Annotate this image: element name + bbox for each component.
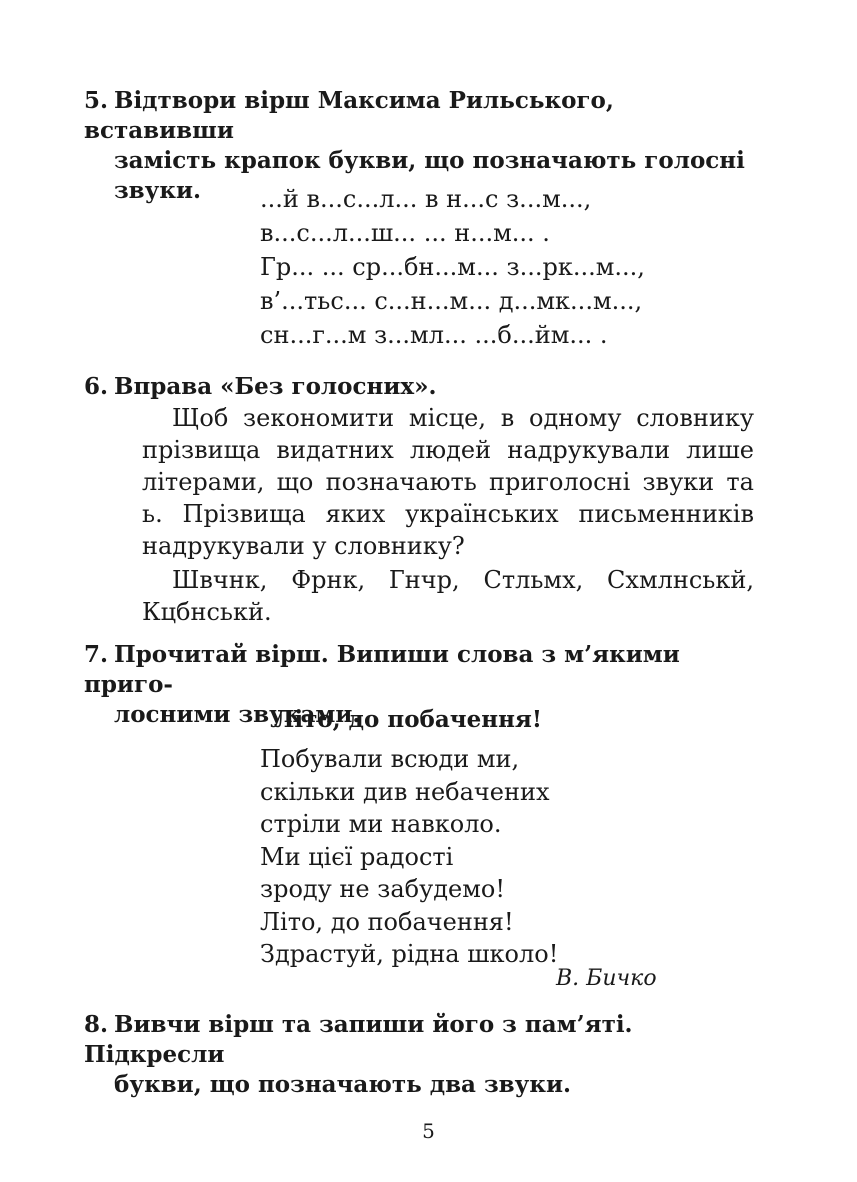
task-7-poem — [260, 743, 558, 971]
task-8-line-1: Вивчи вірш та запиши його з пам’яті. Підкресли — [84, 1011, 633, 1068]
task-6-title — [84, 372, 754, 402]
poem-line: Здрастуй, рідна школо! — [260, 940, 559, 968]
task-7-line-2: лосними звуками. — [114, 701, 361, 728]
task-5-poem — [260, 182, 645, 352]
poem-author: В. Бичко — [556, 966, 657, 991]
poem-line: в’...тьс... с...н...м... д...мк...м..., — [260, 287, 643, 315]
poem-line: Ми цієї радості — [260, 842, 454, 871]
poem-line: Побували всюди ми, — [260, 745, 520, 773]
poem-line: скільки див небачених — [260, 777, 550, 806]
task-8-instruction — [84, 1010, 754, 1100]
poem-title: Літо, до побачення! — [274, 706, 543, 733]
poem-line: сн...г...м з...мл... ...б...йм... . — [260, 321, 608, 349]
task-7-number: 7. — [84, 641, 109, 668]
task-8-number: 8. — [84, 1011, 109, 1038]
task-5-line-1: Відтвори вірш Максима Рильського, вставивши — [84, 87, 614, 144]
task-5-line-2: замість крапок букви, що позначають голосні — [114, 147, 745, 174]
task-6-number: 6. — [84, 373, 109, 400]
page-number: 5 — [422, 1119, 435, 1143]
task-6-title-text: Вправа «Без голосних». — [114, 373, 437, 400]
task-5-number: 5. — [84, 87, 109, 114]
task-6-names: Швчнк, Фрнк, Гнчр, Стльмх, Схмлнськй, Кцбнськй. — [142, 566, 754, 626]
poem-line: ...й в...с...л... в н...с з...м..., — [260, 185, 592, 213]
poem-line: Літо, до побачення! — [260, 907, 514, 936]
poem-line: в...с...л...ш... ... н...м... . — [260, 219, 550, 247]
task-8-line-2: букви, що позначають два звуки. — [114, 1071, 572, 1098]
task-5-line-3: звуки. — [114, 177, 202, 204]
poem-line: Гр... ... ср...бн...м... з...рк...м..., — [260, 253, 645, 281]
poem-line: зроду не забудемо! — [260, 875, 505, 903]
poem-line: стріли ми навколо. — [260, 810, 502, 838]
task-7-line-1: Прочитай вірш. Випиши слова з м’якими приго- — [84, 641, 680, 698]
task-6-paragraph: Щоб зекономити місце, в одному словнику прізвища видатних людей надрукували лише літерами, що позначають приголосні звуки та ь. Прізвища яких українських письменників надрукували у словнику? — [142, 404, 754, 560]
